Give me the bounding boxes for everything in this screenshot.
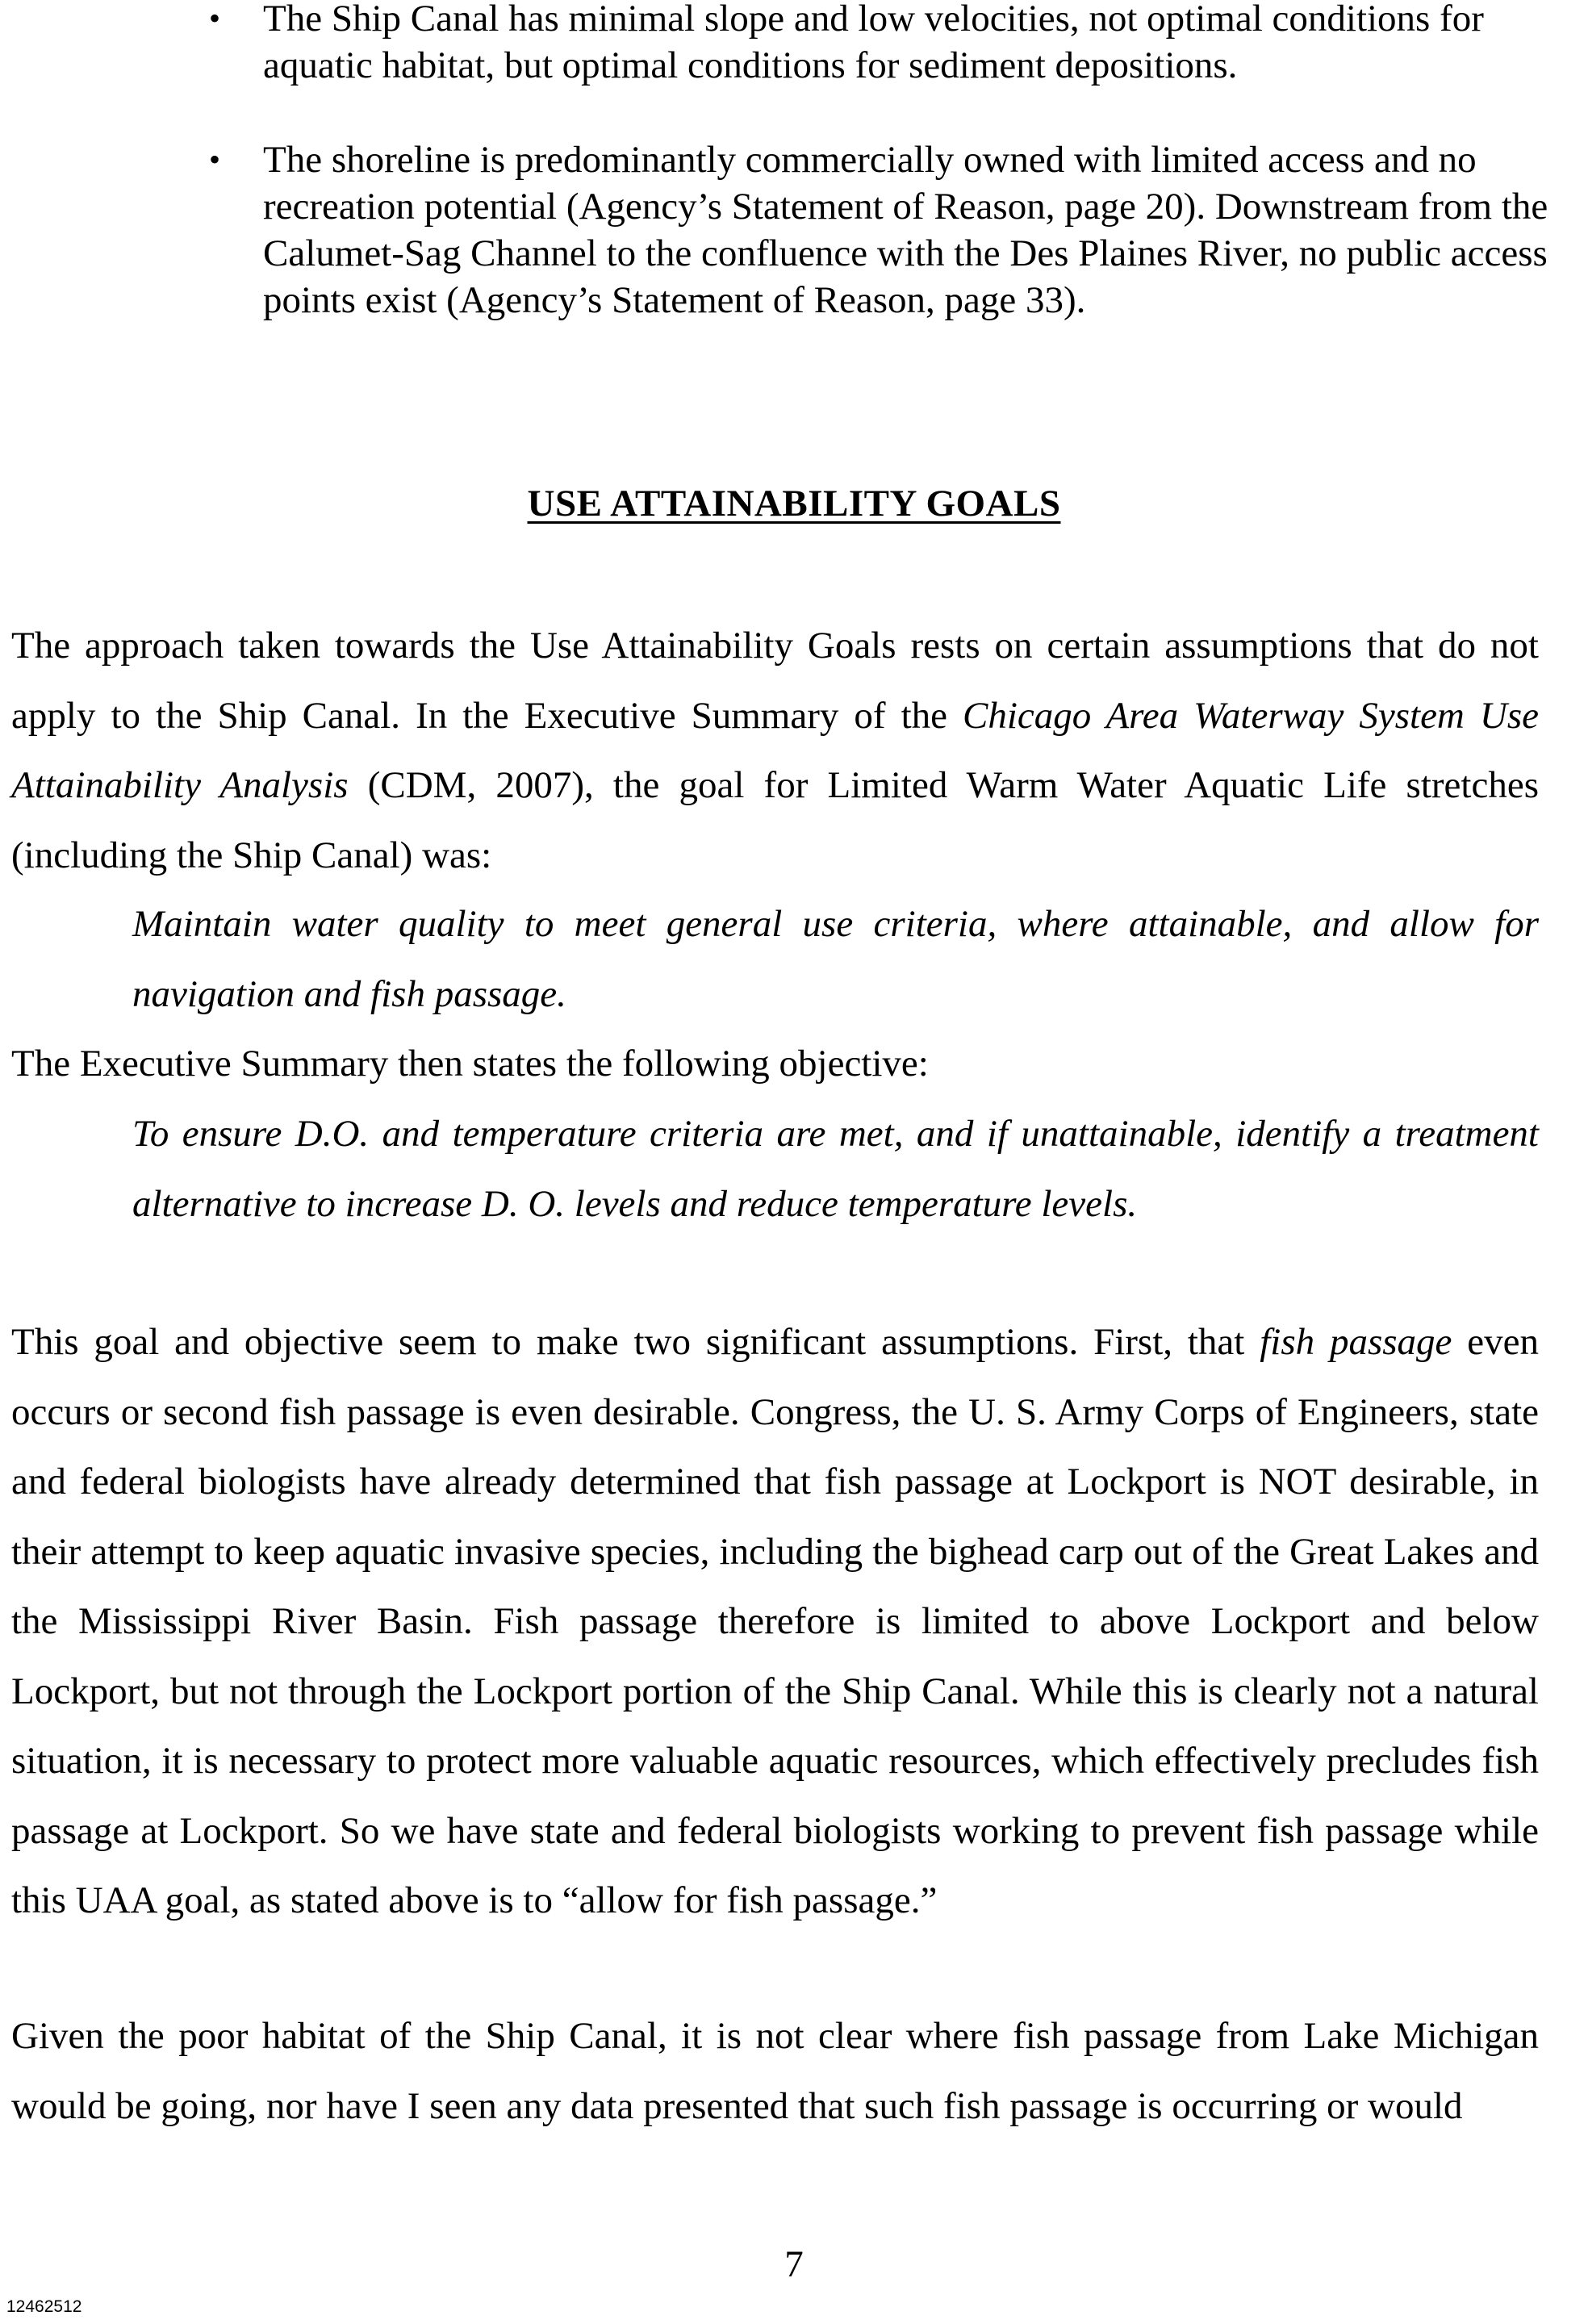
- objective-quote: To ensure D.O. and temperature criteria are met, and if unattainable, identify a treatment alternative to increase D. O. levels and reduce temperature levels.: [132, 1113, 1539, 1225]
- bullet-item-sediment: [161, 0, 1557, 89]
- bullet-glyph: •: [209, 0, 221, 36]
- report-title: Chicago Area Waterway System Use Attainability Analysis: [11, 694, 1539, 806]
- bullet-text: The shoreline is predominantly commercially owned with limited access and no recreation potential (Agency’s Statement of Reason, page 20). Downstream from the Calumet-Sag Channel to the confluence with the Des Plaines River, no public access points exist (Agency’s Statement of Reason, page 33).: [263, 139, 1548, 321]
- bullet-text: The Ship Canal has minimal slope and low velocities, not optimal conditions for aquatic habitat, but optimal conditions for sediment depositions.: [263, 0, 1484, 86]
- paragraph-text: (CDM, 2007), the goal for Limited Warm Water Aquatic Life stretches (including the Ship Canal) was:: [11, 764, 1539, 876]
- bullet-item-shoreline: [161, 136, 1557, 324]
- paragraph-text: even occurs or second fish passage is even desirable. Congress, the U. S. Army Corps of Engineers, state and federal biologists have already determined that fish passage at Lockport is NOT desirable, in their attempt to keep aquatic invasive species, including the bighead carp out of the Great Lakes and the Mississippi River Basin. Fish passage therefore is limited to above Lockport and below Lockport, but not through the Lockport portion of the Ship Canal. While this is clearly not a natural situation, it is necessary to protect more valuable aquatic resources, which effectively precludes fish passage at Lockport. So we have state and federal biologists working to prevent fish passage while this UAA goal, as stated above is to “allow for fish passage.”: [11, 1321, 1539, 1921]
- document-id: 12462512: [6, 2297, 82, 2316]
- paragraph-fish-passage: [11, 1307, 1539, 1936]
- paragraph-text: The approach taken towards the Use Attainability Goals rests on certain assumptions that do not apply to the Ship Canal. In the Executive Summary of the: [11, 625, 1539, 737]
- paragraph-text: This goal and objective seem to make two significant assumptions. First, that: [11, 1321, 1260, 1363]
- paragraph-poor-habitat: Given the poor habitat of the Ship Canal, it is not clear where fish passage from Lake Michigan would be going, nor have I seen any data presented that such fish passage is occurring or would: [11, 2015, 1539, 2127]
- bullet-glyph: •: [209, 141, 221, 178]
- section-heading-text: USE ATTAINABILITY GOALS: [527, 483, 1061, 525]
- page-number: 7: [784, 2243, 804, 2285]
- section-heading: [0, 479, 1588, 528]
- paragraph-assumptions: [11, 611, 1539, 890]
- goal-quote: Maintain water quality to meet general use criteria, where attainable, and allow for navigation and fish passage.: [132, 903, 1539, 1015]
- emphasis-text: fish passage: [1260, 1321, 1452, 1363]
- objective-intro: The Executive Summary then states the following objective:: [11, 1043, 929, 1085]
